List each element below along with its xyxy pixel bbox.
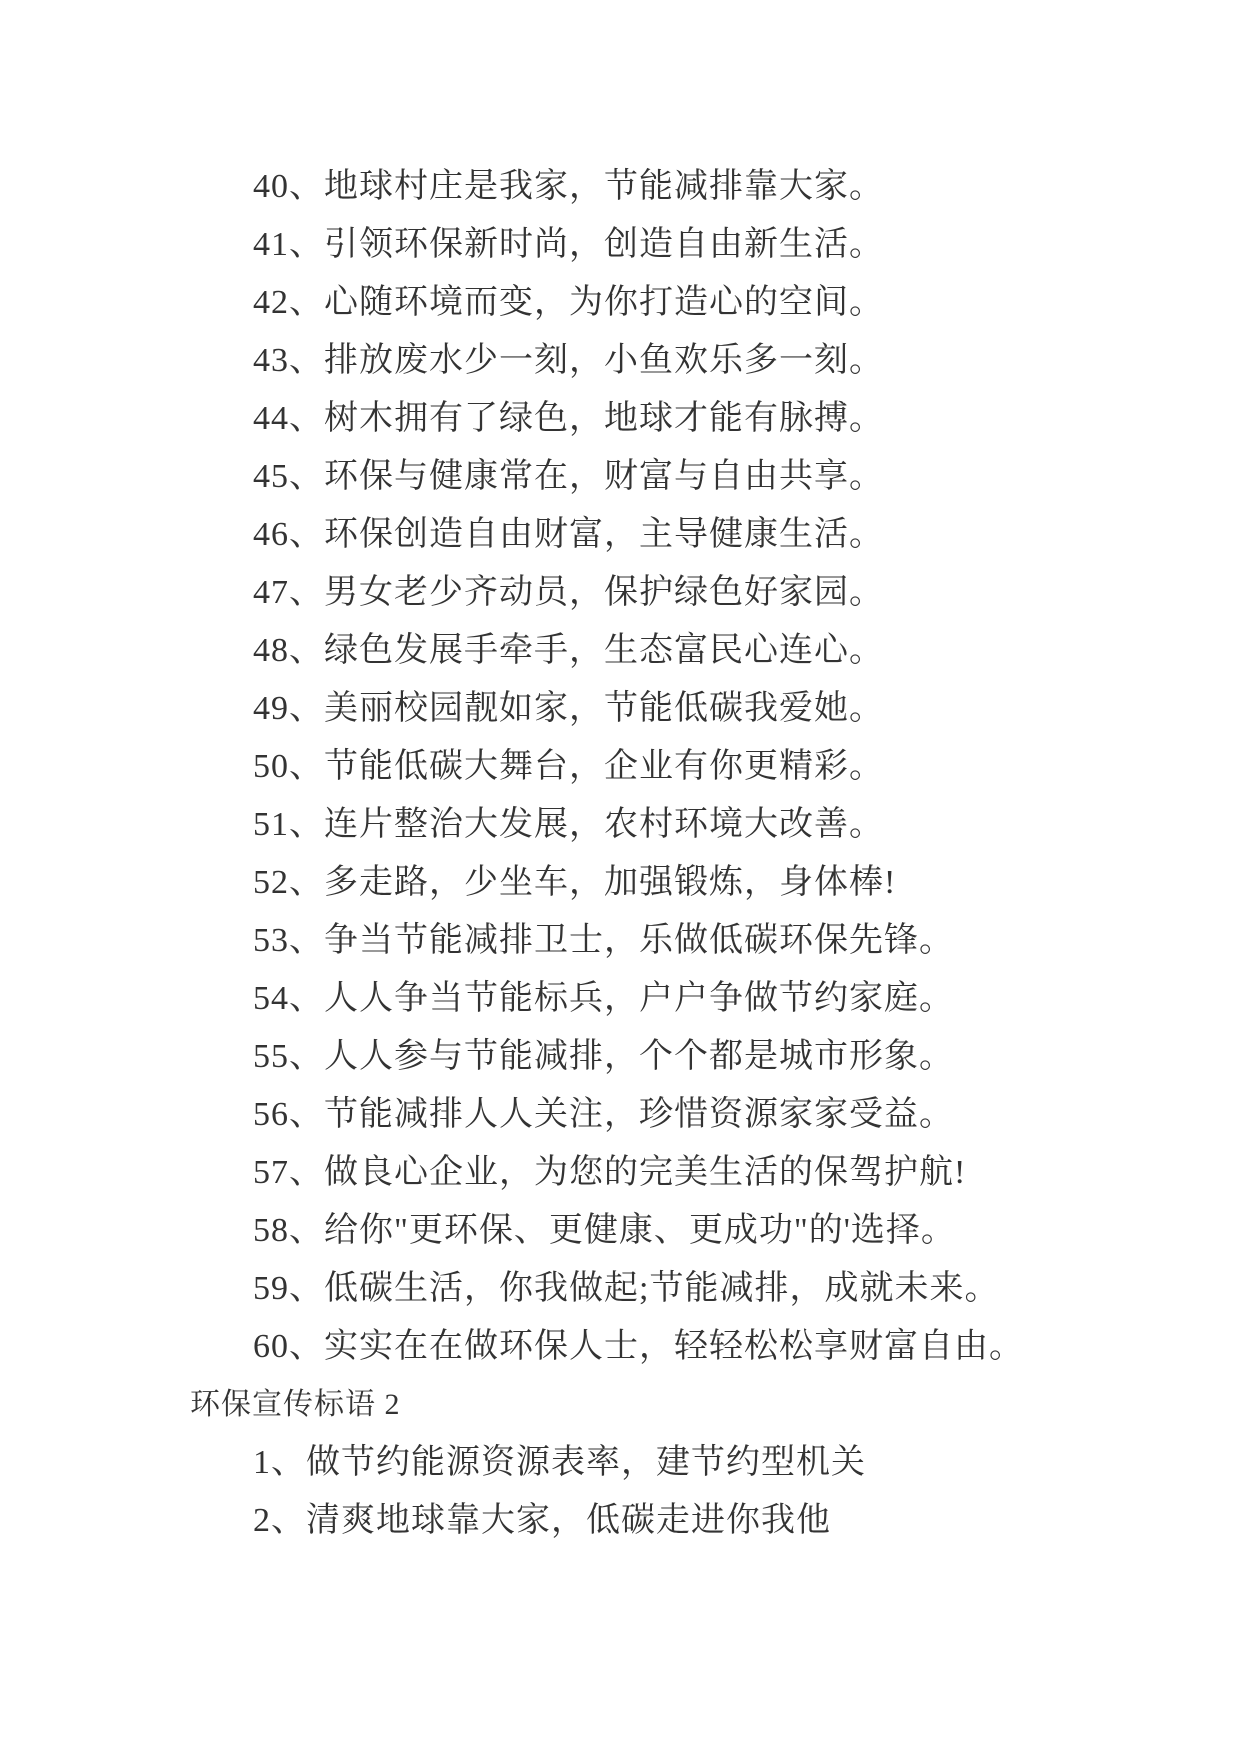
slogan-item-43: 43、排放废水少一刻，小鱼欢乐多一刻。 xyxy=(253,342,884,379)
slogan-item-2-2: 2、清爽地球靠大家，低碳走进你我他 xyxy=(253,1502,831,1539)
slogan-item-57: 57、做良心企业，为您的完美生活的保驾护航! xyxy=(253,1154,967,1191)
slogan-item-42: 42、心随环境而变，为你打造心的空间。 xyxy=(253,284,884,321)
slogan-item-45: 45、环保与健康常在，财富与自由共享。 xyxy=(253,458,884,495)
slogan-item-59: 59、低碳生活，你我做起;节能减排，成就未来。 xyxy=(253,1270,1000,1307)
slogan-item-58: 58、给你"更环保、更健康、更成功"的'选择。 xyxy=(253,1212,956,1249)
slogan-item-56: 56、节能减排人人关注，珍惜资源家家受益。 xyxy=(253,1096,954,1133)
section-heading: 环保宣传标语 2 xyxy=(190,1388,401,1421)
slogan-item-44: 44、树木拥有了绿色，地球才能有脉搏。 xyxy=(253,400,884,437)
slogan-item-2-1: 1、做节约能源资源表率，建节约型机关 xyxy=(253,1444,866,1481)
document-page xyxy=(0,158,1241,1550)
slogan-item-48: 48、绿色发展手牵手，生态富民心连心。 xyxy=(253,632,884,669)
slogan-item-40: 40、地球村庄是我家，节能减排靠大家。 xyxy=(253,168,884,205)
slogan-item-55: 55、人人参与节能减排，个个都是城市形象。 xyxy=(253,1038,954,1075)
slogan-item-52: 52、多走路，少坐车，加强锻炼，身体棒! xyxy=(253,864,897,901)
slogan-item-47: 47、男女老少齐动员，保护绿色好家园。 xyxy=(253,574,884,611)
slogan-item-50: 50、节能低碳大舞台，企业有你更精彩。 xyxy=(253,748,884,785)
slogan-item-53: 53、争当节能减排卫士，乐做低碳环保先锋。 xyxy=(253,922,954,959)
slogan-item-46: 46、环保创造自由财富，主导健康生活。 xyxy=(253,516,884,553)
slogan-item-49: 49、美丽校园靓如家，节能低碳我爱她。 xyxy=(253,690,884,727)
slogan-item-51: 51、连片整治大发展，农村环境大改善。 xyxy=(253,806,884,843)
slogan-item-60: 60、实实在在做环保人士，轻轻松松享财富自由。 xyxy=(253,1328,1024,1365)
slogan-item-41: 41、引领环保新时尚，创造自由新生活。 xyxy=(253,226,884,263)
slogan-item-54: 54、人人争当节能标兵，户户争做节约家庭。 xyxy=(253,980,954,1017)
